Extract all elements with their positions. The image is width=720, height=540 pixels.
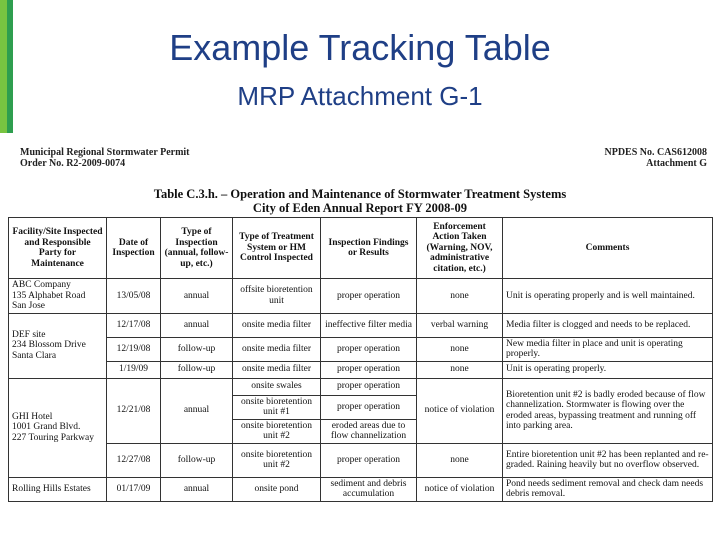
system-cell: onsite bioretention unit #2 xyxy=(233,419,321,443)
comments-cell: Unit is operating properly. xyxy=(503,361,713,378)
inspection-type-cell: follow-up xyxy=(161,361,233,378)
facility-cell xyxy=(9,313,107,378)
npdes-number: NPDES No. CAS612008 xyxy=(604,147,707,158)
caption-line-2: City of Eden Annual Report FY 2008-09 xyxy=(252,201,468,215)
findings-cell: proper operation xyxy=(321,443,417,477)
action-cell: none xyxy=(417,443,503,477)
facility-line: 227 Touring Parkway xyxy=(12,432,95,443)
comments-cell: Entire bioretention unit #2 has been replanted and re-graded. Raining heavily but no overflow observed. xyxy=(503,443,713,477)
findings-cell: eroded areas due to flow channelization xyxy=(321,419,417,443)
system-cell: onsite bioretention unit #1 xyxy=(233,395,321,419)
slide-title: Example Tracking Table xyxy=(169,27,551,68)
table-row xyxy=(9,378,713,395)
attachment-label: Attachment G xyxy=(646,158,707,169)
comments-cell: Unit is operating properly and is well maintained. xyxy=(503,279,713,314)
date-cell: 12/17/08 xyxy=(107,313,161,337)
facility-line: 234 Blossom Drive xyxy=(12,340,86,351)
table-row xyxy=(9,313,713,337)
system-cell: onsite media filter xyxy=(233,313,321,337)
facility-line: 1001 Grand Blvd. xyxy=(12,422,81,433)
facility-line: ABC Company xyxy=(12,280,71,290)
inspection-type-cell: follow-up xyxy=(161,337,233,361)
order-number: Order No. R2-2009-0074 xyxy=(20,158,126,169)
findings-cell: ineffective filter media xyxy=(321,313,417,337)
action-cell: none xyxy=(417,361,503,378)
caption-line-1: Table C.3.h. – Operation and Maintenance of Stormwater Treatment Systems xyxy=(153,187,567,201)
col-header: Type of Inspection (annual, follow-up, etc.) xyxy=(161,218,233,279)
npdes-header xyxy=(604,147,707,169)
findings-cell: sediment and debris accumulation xyxy=(321,477,417,501)
table-row xyxy=(9,279,713,314)
findings-cell: proper operation xyxy=(321,361,417,378)
col-header: Date of Inspection xyxy=(107,218,161,279)
comments-cell: Bioretention unit #2 is badly eroded because of flow channelization. Stormwater is flowing over the eroded areas, bypassing treatment and running off into parking area. xyxy=(503,378,713,443)
table-row xyxy=(9,337,713,361)
system-cell: onsite media filter xyxy=(233,361,321,378)
findings-cell: proper operation xyxy=(321,337,417,361)
system-cell: onsite pond xyxy=(233,477,321,501)
action-cell: none xyxy=(417,337,503,361)
action-cell: notice of violation xyxy=(417,378,503,443)
col-header: Type of Treatment System or HM Control Inspected xyxy=(233,218,321,279)
facility-cell xyxy=(9,378,107,477)
comments-cell: New media filter in place and unit is operating properly. xyxy=(503,337,713,361)
facility-line: Santa Clara xyxy=(12,350,57,361)
table-caption xyxy=(0,187,720,215)
tracking-table xyxy=(8,217,713,502)
date-cell: 12/27/08 xyxy=(107,443,161,477)
facility-cell xyxy=(9,279,107,314)
date-cell: 12/19/08 xyxy=(107,337,161,361)
findings-cell: proper operation xyxy=(321,395,417,419)
system-cell: onsite swales xyxy=(233,378,321,395)
table-header-row xyxy=(9,218,713,279)
inspection-type-cell: annual xyxy=(161,378,233,443)
date-cell: 1/19/09 xyxy=(107,361,161,378)
table-row xyxy=(9,477,713,501)
col-header: Inspection Findings or Results xyxy=(321,218,417,279)
comments-cell: Media filter is clogged and needs to be replaced. xyxy=(503,313,713,337)
system-cell: offsite bioretention unit xyxy=(233,279,321,314)
facility-line: San Jose xyxy=(12,301,45,311)
date-cell: 13/05/08 xyxy=(107,279,161,314)
facility-line: Rolling Hills Estates xyxy=(12,483,91,494)
permit-header xyxy=(20,147,190,169)
findings-cell: proper operation xyxy=(321,378,417,395)
comments-cell: Pond needs sediment removal and check dam needs debris removal. xyxy=(503,477,713,501)
action-cell: notice of violation xyxy=(417,477,503,501)
col-header: Comments xyxy=(503,218,713,279)
inspection-type-cell: follow-up xyxy=(161,443,233,477)
inspection-type-cell: annual xyxy=(161,279,233,314)
table-row xyxy=(9,443,713,477)
date-cell: 12/21/08 xyxy=(107,378,161,443)
facility-line: GHI Hotel xyxy=(12,411,53,422)
system-cell: onsite bioretention unit #2 xyxy=(233,443,321,477)
system-cell: onsite media filter xyxy=(233,337,321,361)
action-cell: verbal warning xyxy=(417,313,503,337)
action-cell: none xyxy=(417,279,503,314)
slide-subtitle: MRP Attachment G-1 xyxy=(237,81,483,111)
table-row xyxy=(9,361,713,378)
permit-name: Municipal Regional Stormwater Permit xyxy=(20,147,190,158)
facility-line: DEF site xyxy=(12,329,46,340)
col-header: Enforcement Action Taken (Warning, NOV, administrative citation, etc.) xyxy=(417,218,503,279)
col-header: Facility/Site Inspected and Responsible Party for Maintenance xyxy=(9,218,107,279)
findings-cell: proper operation xyxy=(321,279,417,314)
date-cell: 01/17/09 xyxy=(107,477,161,501)
inspection-type-cell: annual xyxy=(161,477,233,501)
facility-line: 135 Alphabet Road xyxy=(12,290,86,301)
inspection-type-cell: annual xyxy=(161,313,233,337)
facility-cell xyxy=(9,477,107,501)
